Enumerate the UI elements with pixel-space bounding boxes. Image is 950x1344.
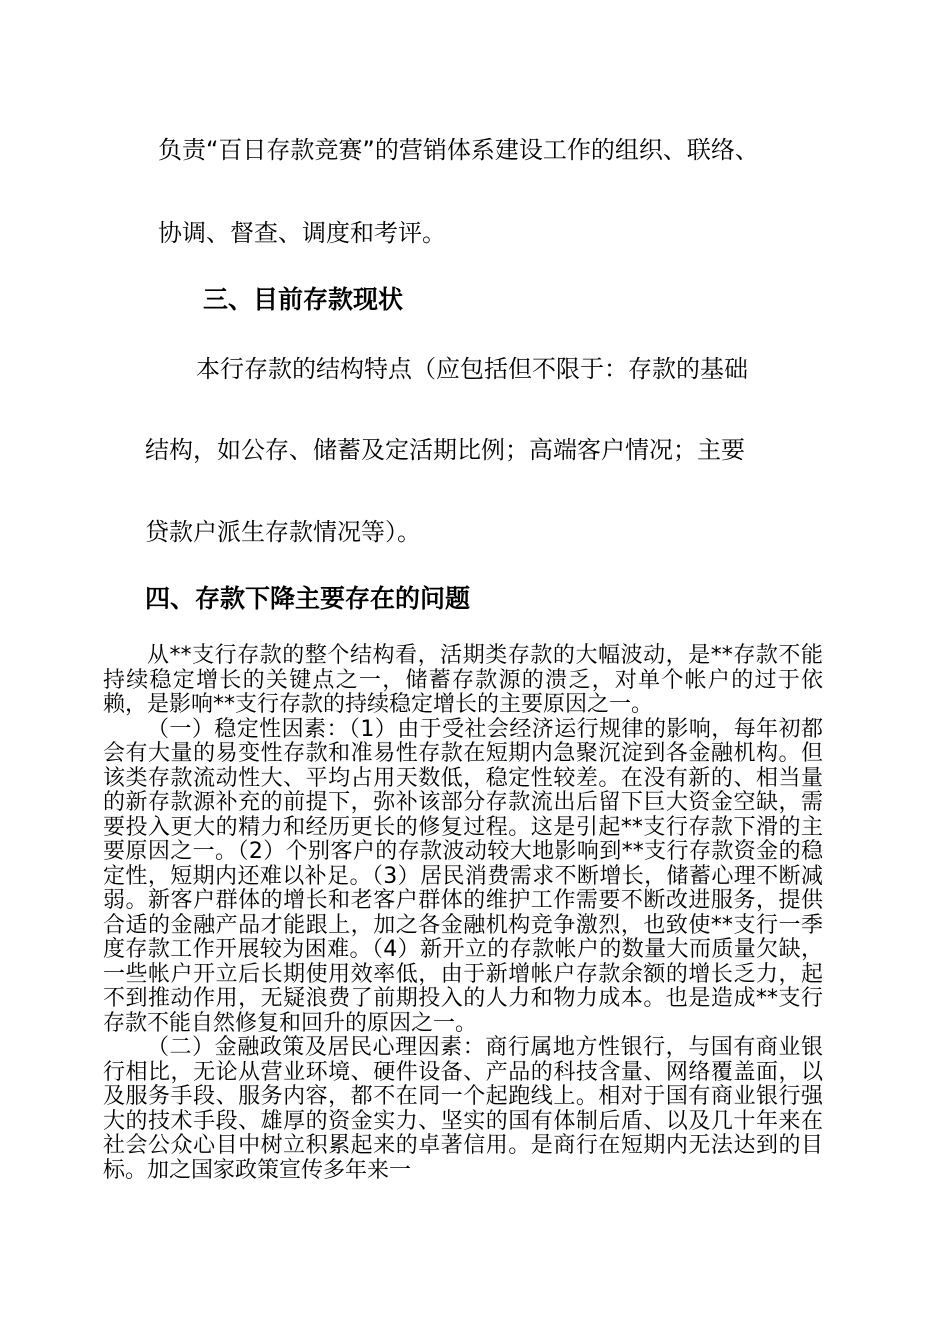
- section-4-paragraph-3: （二）金融政策及居民心理因素：商行属地方性银行，与国有商业银行相比，无论从营业环境、硬件设备、产品的科技含量、网络覆盖面，以及服务手段、服务内容，都不在同一个起跑线上。相对于国有商业银行强大的技术手段、雄厚的资金实力、坚实的国有体制后盾、以及几十年来在社会公众心目中树立积累起来的卓著信用。是商行在短期内无法达到的目标。加之国家政策宣传多年来一: [103, 1035, 823, 1183]
- section-4-body: [103, 644, 823, 1183]
- section-3-line-2: 结构，如公存、储蓄及定活期比例；高端客户情况；主要: [145, 436, 745, 464]
- section-3-line-3: 贷款户派生存款情况等）。: [145, 518, 421, 546]
- section-3-line-1: 本行存款的结构特点（应包括但不限于：存款的基础: [196, 355, 748, 383]
- section-3-heading: 三、目前存款现状: [203, 285, 404, 314]
- section-4-paragraph-2: （一）稳定性因素：（1）由于受社会经济运行规律的影响，每年初都会有大量的易变性存款和准易性存款在短期内急聚沉淀到各金融机构。但该类存款流动性大、平均占用天数低，稳定性较差。在没有新的、相当量的新存款源补充的前提下，弥补该部分存款流出后留下巨大资金空缺，需要投入更大的精力和经历更长的修复过程。这是引起**支行存款下滑的主要原因之一。（2）个别客户的存款波动较大地影响到**支行存款资金的稳定性，短期内还难以补足。（3）居民消费需求不断增长，储蓄心理不断减弱。新客户群体的增长和老客户群体的维护工作需要不断改进服务，提供合适的金融产品才能跟上，加之各金融机构竞争激烈，也致使**支行一季度存款工作开展较为困难。（4）新开立的存款帐户的数量大而质量欠缺，一些帐户开立后长期使用效率低，由于新增帐户存款余额的增长乏力，起不到推动作用，无疑浪费了前期投入的人力和物力成本。也是造成**支行存款不能自然修复和回升的原因之一。: [103, 716, 823, 1036]
- intro-line-1: 负责“百日存款竞赛”的营销体系建设工作的组织、联络、: [158, 136, 759, 164]
- section-4-heading: 四、存款下降主要存在的问题: [145, 584, 471, 613]
- intro-line-2: 协调、督查、调度和考评。: [158, 219, 446, 247]
- section-4-paragraph-1: 从**支行存款的整个结构看，活期类存款的大幅波动，是**存款不能持续稳定增长的关键点之一，储蓄存款源的溃乏，对单个帐户的过于依赖，是影响**支行存款的持续稳定增长的主要原因之一。: [103, 643, 823, 717]
